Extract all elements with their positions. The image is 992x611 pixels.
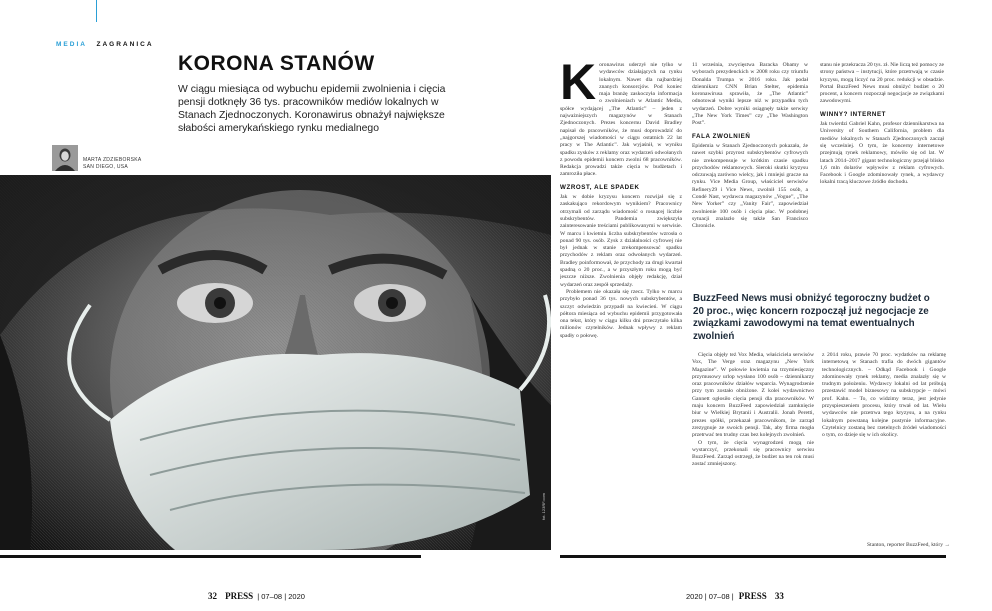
author-avatar — [52, 145, 78, 171]
text-column-4 — [692, 352, 814, 552]
folio-right — [686, 591, 784, 601]
author-name: MARTA ZDZIEBORSKA — [83, 157, 142, 163]
continue-line: Stanton, reporter BuzzFeed, który → — [867, 542, 950, 548]
column-1-body-2: Problemem nie okazała się rzecz. Tylko w marcu przybyło ponad 36 tys. nowych subskrybentów, a szczyt odwiedzin przypadł na kwiecień. W ciągu półtora miesiąca od wybuchu epidemii przygotowała ona tekst, który w ciągu kilku dni przeczytało kilka milionów czytelników. Jednak wpływy z reklam spadły o połowę. — [560, 288, 682, 339]
text-column-5 — [822, 352, 946, 542]
column-2-top: 11 września, zwycięstwa Baracka Obamy w wyborach prezydenckich w 2008 roku czy triumfu Donalda Trumpa w 2016 roku. Jak podał dziennikarz CNN Brian Stelter, epidemia koronawirusa sprawiła, że „The Atlantic” odnotował wyniki lepsze niż w przypadku tych wydarzeń. Dobre wyniki osiągnęły także serwisy „The New York Times” czy „The Washington Post”. — [692, 62, 808, 127]
hero-photo — [0, 175, 551, 550]
article-title: KORONA STANÓW — [178, 52, 375, 75]
column-1-intro: oronawirus uderzył nie tylko w wydawców działających na rynku lokalnym. Nawet dla najbardziej znanych konsorcjów. Pod koniec maja branżę zaskoczyła informacja o zwolnieniach w Atlantic Media, spółce wydającej „The Atlantic” – jeden z najważniejszych magazynów w Stanach Zjednoczonych. Prezes koncernu David Bradley napisał do pracowników, że musi doprowadzić do „najgorszej wiadomości w ciągu ostatnich 22 lat pracy w The Atlantic”. Jak wyjaśnił, w wyniku spadku zysków z reklamy oraz wydarzeń odwołanych z powodu epidemii koncern zwolni 68 pracowników. Redakcja prowadzi także cięcia w budżetach i zamroziła płace. — [560, 62, 682, 178]
right-page-number: 33 — [774, 591, 784, 601]
subhead-fala: FALA ZWOLNIEŃ — [692, 132, 751, 140]
folio-left: 32 PRESS | 07–08 | 2020 — [208, 591, 305, 601]
column-5-body: z 2014 roku, prawie 70 proc. wydatków na reklamę internetową w Stanach trafia do dwóch gigantów technologicznych. – Odkąd Facebook i Google zdominowały rynek reklamy, media znalazły się w trudnym położeniu. Wydawcy lokalni od lat próbują przestawić model biznesowy na subskrypcje – mówi prof. Kahn. – To, co widzimy teraz, jest jedynie przyspieszeniem procesu, który trwał od lat. Wielu wydawców nie przetrwa tego kryzysu, a na rynku lokalnym powstaną kolejne pustynie informacyjne. Czytelnicy zostaną bez rzetelnych źródeł wiadomości o tym, co dzieje się w ich okolicy. — [822, 352, 946, 439]
column-1-body: Jak w dobie kryzysu koncern rozwijał się z zaskakująco rekordowym wynikiem? Pracownicy otrzymali od zarządu wiadomość o rosnącej liczbie subskrybentów. Pandemia zwiększyła zainteresowanie treściami publikowanymi w serwisie. W marcu i kwietniu liczba subskrybentów wzrosła o ponad 90 tys. osób. Zysk z działalności cyfrowej nie był jednak w stanie zrekompensować spadku przychodów z reklam oraz odwołanych wydarzeń. Bradley poinformował, że przychody za drugi kwartał spadną o 20 proc., a w przyszłym roku mogą być jeszcze niższe. Zwolnienia objęły redakcję, dział wydarzeń oraz zespół sprzedaży. — [560, 194, 682, 288]
author-byline — [83, 157, 142, 171]
left-issue: 07–08 | 2020 — [261, 592, 305, 601]
article-lead: W ciągu miesiąca od wybuchu epidemii zwolnienia i cięcia pensji dotknęły 36 tys. pracowników mediów lokalnych w Stanach Zjednoczonych. Koronawirus obnażył największe słabości amerykańskiego rynku medialnego — [178, 84, 446, 134]
footer-rule-left — [0, 555, 421, 558]
text-column-3 — [820, 62, 944, 284]
column-2-body: Epidemia w Stanach Zjednoczonych pokazała, że nawet szybki przyrost subskrybentów cyfrowych nie zrekompensuje w krótkim czasie spadku przychodów reklamowych. Sieroki skutki kryzysu odczuwają zarówno wielcy, jak i mniejsi gracze na rynku. Vice Media Group, właściciel serwisów Refinery29 i Vice News, zwolnił 155 osób, a Condé Nast, wydawca magazynów „Vogue”, „The New Yorker” czy „Vanity Fair”, zapowiedział zwolnienie 100 osób i cięcia płac. W podobnej sytuacji znalazło się także San Francisco Chronicle. — [692, 142, 808, 230]
section-rubric — [56, 41, 154, 48]
footer-rule-right — [560, 555, 946, 558]
author-location: SAN DIEGO, USA — [83, 164, 129, 170]
right-magazine-name: PRESS — [738, 591, 767, 601]
column-4-body-2: O tym, że cięcia wynagrodzeń mogą nie wystarczyć, przekonali się pracownicy serwisu BuzzFeed. Zarząd ostrzegł, że budżet na ten rok musi zostać zmniejszony. — [692, 439, 814, 468]
text-column-1 — [560, 62, 682, 552]
header-divider — [96, 0, 97, 22]
subsection-label: ZAGRANICA — [96, 41, 154, 48]
column-3-top: stanu nie przekracza 20 tys. zł. Nie liczą też pomocy ze strony państwa – instytucji, które przetrwają w czasie kryzysu, mogą liczyć na 20 proc. redukcji w obsadzie. Portal BuzzFeed News musi obniżyć budżet o 20 procent, a koncern rozpoczął negocjacje ze związkami zawodowymi. — [820, 62, 944, 105]
text-column-2 — [692, 62, 808, 284]
subhead-wzrost: WZROST, ALE SPADEK — [560, 183, 640, 191]
left-magazine-name: PRESS — [225, 591, 254, 601]
column-3-body: Jak twierdzi Gabriel Kahn, profesor dziennikarstwa na University of Southern California, problem dla mediów lokalnych w Stanach Zjednoczonych zaczął się wcześniej. O tym, że koncerny internetowe przejmują rynek reklamowy, mówiło się od lat. W latach 2014–2017 gigant technologiczny przejął blisko 1,6 mln dolarów wpływów z reklam cyfrowych. Facebook i Google zdominowały rynek, a wydawcy lokalni tracą kluczowe źródło dochodu. — [820, 121, 944, 186]
column-4-body: Cięcia objęły też Vox Media, właściciela serwisów Vox, The Verge oraz magazynu „New York Magazine”. W połowie kwietnia na trzymiesięczny przymusowy urlop wysłano 100 osób – dziennikarzy oraz pracowników działów wsparcia. Wynagrodzenie przy tym zostało obniżone. Z kolei wydawnictwo Gannett ogłosiło cięcia pensji dla pracowników. W maju koncern BuzzFeed zapowiedział zamknięcie biur w Wielkiej Brytanii i Australii. Jonah Peretti, prezes spółki, przekazał pracownikom, że zarząd zrezygnuje ze swoich pensji. Tak, aby firma mogła przetrwać ten trudny czas bez kolejnych zwolnień. — [692, 352, 814, 439]
left-page-number: 32 — [208, 591, 217, 601]
photo-credit: fot. 123RF.com — [541, 493, 546, 520]
drop-cap: K — [560, 62, 597, 110]
subhead-winny: WINNY? INTERNET — [820, 110, 887, 118]
right-issue: 2020 | 07–08 | — [686, 592, 734, 601]
pull-quote: BuzzFeed News musi obniżyć tegoroczny budżet o 20 proc., więc koncern rozpoczął już negocjacje ze związkami zawodowymi na temat ewentualnych zwolnień — [693, 293, 930, 342]
section-label: MEDIA — [56, 41, 87, 48]
